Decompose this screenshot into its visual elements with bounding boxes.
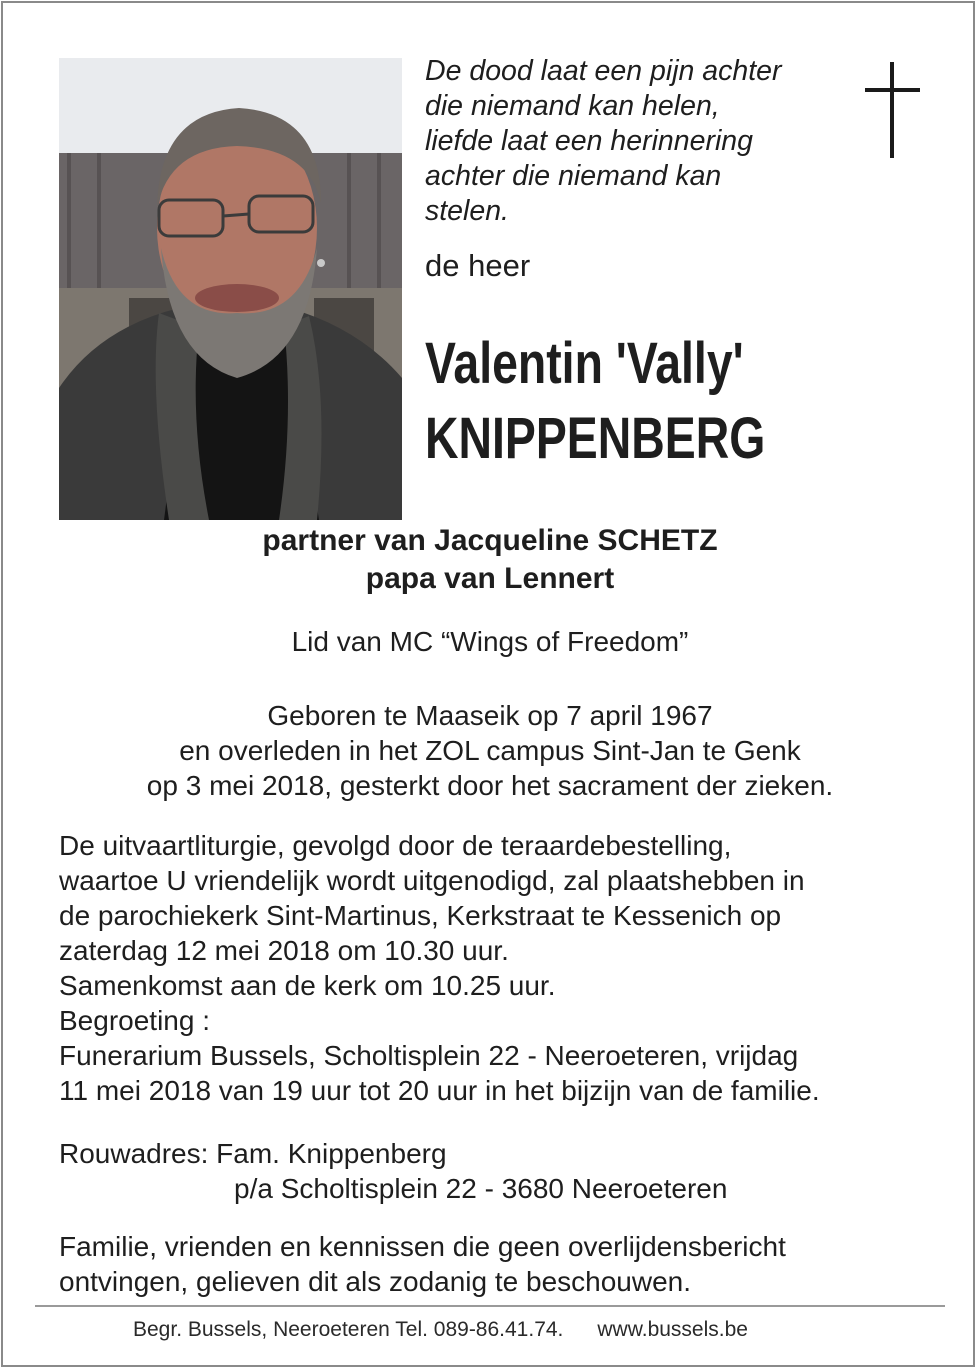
poem-line: stelen. <box>425 195 509 227</box>
funeral-line: Samenkomst aan de kerk om 10.25 uur. <box>59 970 556 1001</box>
undertaker-contact: Begr. Bussels, Neeroeteren Tel. 089-86.41.74. <box>133 1318 564 1341</box>
website-link[interactable]: www.bussels.be <box>597 1318 748 1341</box>
cross-icon <box>862 62 922 160</box>
poem-line: De dood laat een pijn achter <box>425 55 782 87</box>
deceased-last-name: KNIPPENBERG <box>425 406 766 471</box>
portrait-photo <box>59 58 402 520</box>
parent-line: papa van Lennert <box>365 562 615 595</box>
funeral-line: de parochiekerk Sint-Martinus, Kerkstraat te Kessenich op <box>59 900 782 931</box>
mourning-address-line: p/a Scholtisplein 22 - 3680 Neeroeteren <box>234 1173 728 1204</box>
birth-death-line: op 3 mei 2018, gesterkt door het sacrament der zieken. <box>146 770 834 801</box>
funeral-line: waartoe U vriendelijk wordt uitgenodigd, zal plaatshebben in <box>59 865 805 896</box>
funeral-details <box>59 828 820 1108</box>
funeral-line: De uitvaartliturgie, gevolgd door de teraardebestelling, <box>59 830 732 861</box>
deceased-first-name: Valentin 'Vally' <box>425 331 744 396</box>
notice-line: Familie, vrienden en kennissen die geen overlijdensbericht <box>59 1231 786 1262</box>
club-membership: Lid van MC “Wings of Freedom” <box>291 626 689 657</box>
poem-line: liefde laat een herinnering <box>425 125 753 157</box>
birth-death-details <box>0 698 980 803</box>
funeral-line: Begroeting : <box>59 1005 210 1036</box>
poem-line: die niemand kan helen, <box>425 90 720 122</box>
family-notice <box>59 1229 786 1299</box>
footer-divider <box>35 1305 945 1307</box>
poem-line: achter die niemand kan <box>425 160 722 192</box>
footer <box>133 1318 748 1342</box>
mourning-address-line: Rouwadres: Fam. Knippenberg <box>59 1138 447 1169</box>
family-relations <box>0 522 980 598</box>
honorific: de heer <box>425 248 531 283</box>
funeral-line: 11 mei 2018 van 19 uur tot 20 uur in het bijzijn van de familie. <box>59 1075 820 1106</box>
funeral-line: Funerarium Bussels, Scholtisplein 22 - Neeroeteren, vrijdag <box>59 1040 799 1071</box>
birth-death-line: en overleden in het ZOL campus Sint-Jan te Genk <box>179 735 801 766</box>
notice-line: ontvingen, gelieven dit als zodanig te beschouwen. <box>59 1266 691 1297</box>
deceased-name <box>425 326 765 476</box>
birth-death-line: Geboren te Maaseik op 7 april 1967 <box>267 700 713 731</box>
memorial-poem <box>425 54 845 229</box>
partner-line: partner van Jacqueline SCHETZ <box>262 524 718 557</box>
funeral-line: zaterdag 12 mei 2018 om 10.30 uur. <box>59 935 509 966</box>
mourning-address <box>59 1136 727 1206</box>
